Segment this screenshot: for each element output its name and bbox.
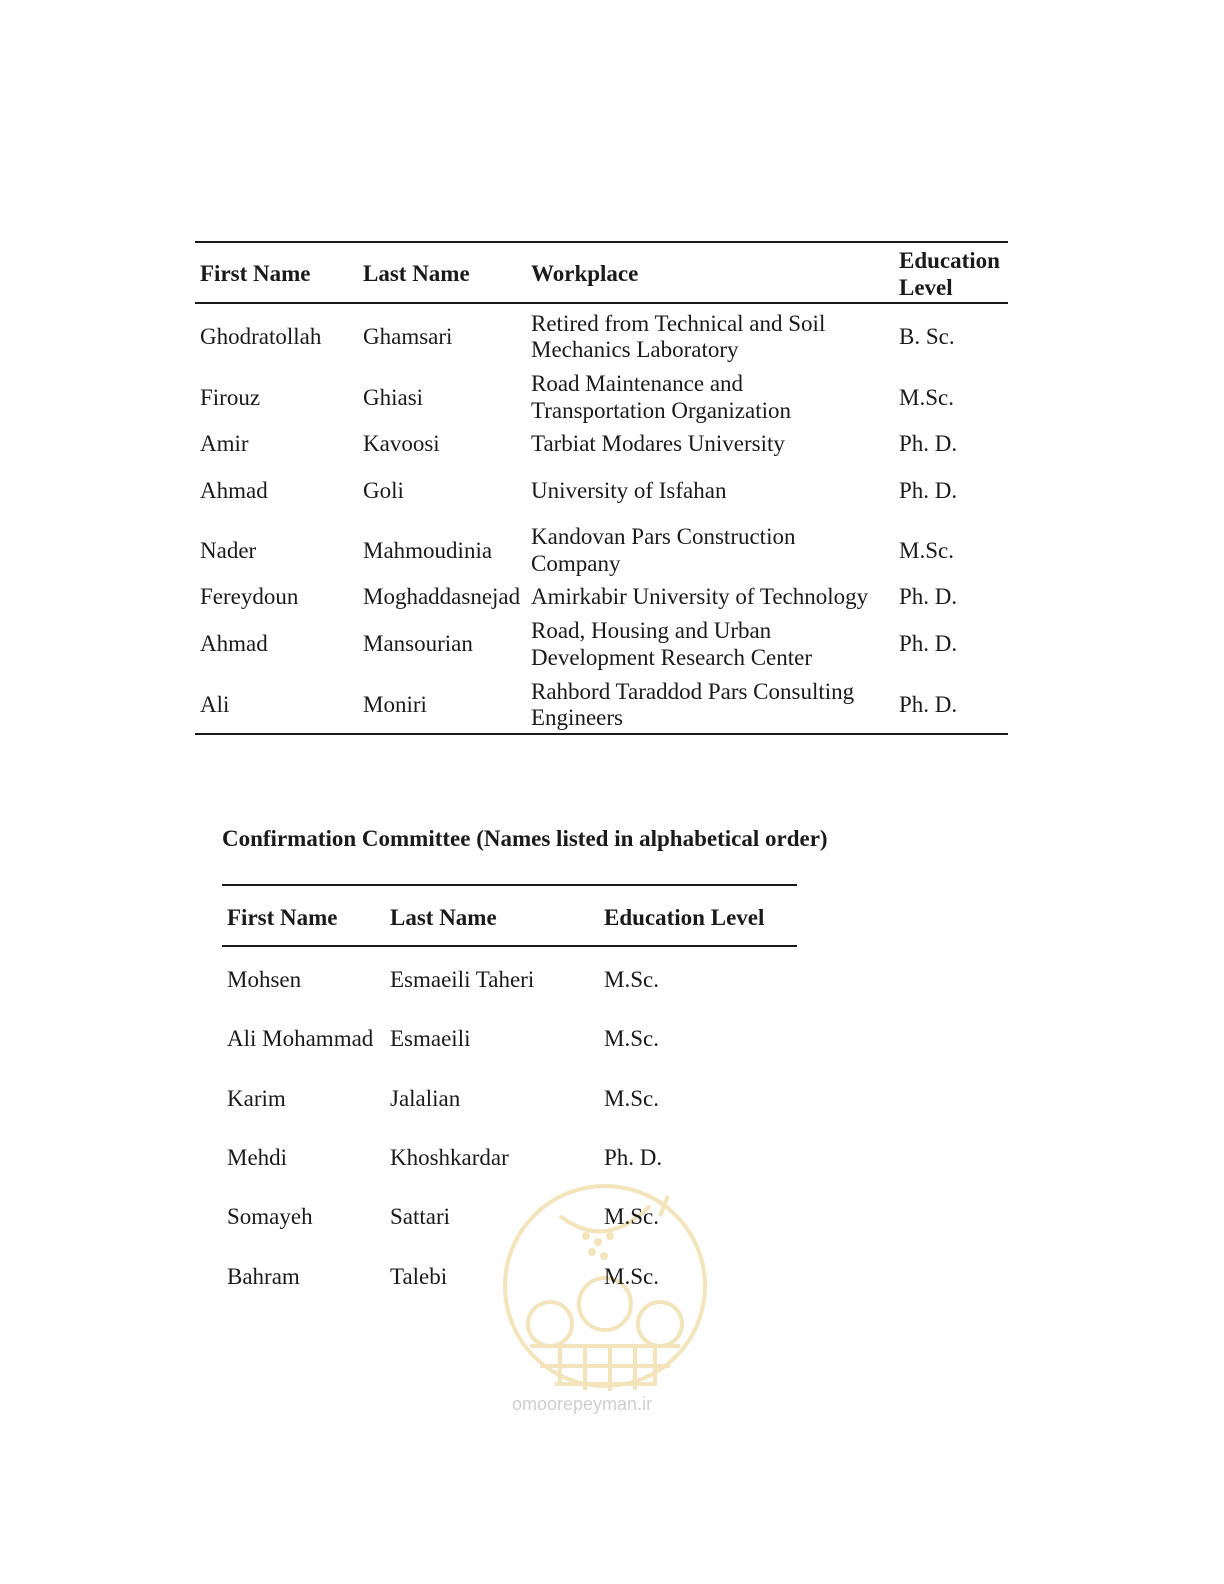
first-name: Ali Mohammad: [227, 1026, 374, 1051]
workplace: Development Research Center: [531, 645, 812, 670]
watermark-text: omoorepeyman.ir: [512, 1394, 653, 1414]
header-first-name: First Name: [227, 905, 338, 930]
header-first-name: First Name: [200, 261, 311, 286]
education-level: M.Sc.: [604, 1026, 659, 1051]
education-level: B. Sc.: [899, 324, 955, 349]
last-name: Moghaddasnejad: [363, 584, 521, 609]
education-level: M.Sc.: [604, 1264, 659, 1289]
last-name: Talebi: [390, 1264, 448, 1289]
last-name: Kavoosi: [363, 431, 440, 456]
education-level: Ph. D.: [899, 431, 958, 456]
workplace: University of Isfahan: [531, 478, 727, 503]
education-level: M.Sc.: [899, 538, 954, 563]
last-name: Ghiasi: [363, 385, 424, 410]
first-name: Bahram: [227, 1264, 300, 1289]
table1-top-rule: [195, 241, 1008, 243]
workplace: Road, Housing and Urban: [531, 618, 772, 643]
workplace: Company: [531, 551, 621, 576]
education-level: M.Sc.: [899, 385, 954, 410]
last-name: Mahmoudinia: [363, 538, 493, 563]
education-level: Ph. D.: [604, 1145, 663, 1170]
table1-header-rule: [195, 302, 1008, 304]
last-name: Jalalian: [390, 1086, 461, 1111]
first-name: Ghodratollah: [200, 324, 322, 349]
last-name: Esmaeili: [390, 1026, 471, 1051]
last-name: Esmaeili Taheri: [390, 967, 535, 992]
workplace: Retired from Technical and Soil: [531, 311, 826, 336]
last-name: Goli: [363, 478, 404, 503]
last-name: Mansourian: [363, 631, 473, 656]
last-name: Moniri: [363, 692, 427, 717]
table2-header-rule: [222, 945, 797, 947]
first-name: Ali: [200, 692, 230, 717]
header-workplace: Workplace: [531, 261, 639, 286]
education-level: Ph. D.: [899, 584, 958, 609]
first-name: Amir: [200, 431, 249, 456]
education-level: Ph. D.: [899, 478, 958, 503]
workplace: Amirkabir University of Technology: [531, 584, 869, 609]
workplace: Mechanics Laboratory: [531, 337, 739, 362]
education-level: M.Sc.: [604, 1204, 659, 1229]
education-level: M.Sc.: [604, 1086, 659, 1111]
workplace: Road Maintenance and: [531, 371, 744, 396]
first-name: Ahmad: [200, 478, 268, 503]
workplace: Transportation Organization: [531, 398, 791, 423]
workplace: Tarbiat Modares University: [531, 431, 785, 456]
header-education-line1: Education: [899, 248, 1000, 273]
header-last-name: Last Name: [363, 261, 470, 286]
first-name: Mehdi: [227, 1145, 288, 1170]
first-name: Fereydoun: [200, 584, 299, 609]
education-level: M.Sc.: [604, 967, 659, 992]
committee-heading: Confirmation Committee (Names listed in alphabetical order): [222, 826, 828, 851]
first-name: Karim: [227, 1086, 286, 1111]
last-name: Sattari: [390, 1204, 451, 1229]
first-name: Mohsen: [227, 967, 302, 992]
workplace: Kandovan Pars Construction: [531, 524, 796, 549]
last-name: Ghamsari: [363, 324, 453, 349]
first-name: Ahmad: [200, 631, 268, 656]
last-name: Khoshkardar: [390, 1145, 509, 1170]
workplace: Engineers: [531, 705, 623, 730]
header-education-level: Education Level: [604, 905, 765, 930]
first-name: Somayeh: [227, 1204, 313, 1229]
header-education-line2: Level: [899, 275, 953, 300]
workplace: Rahbord Taraddod Pars Consulting: [531, 679, 855, 704]
header-last-name: Last Name: [390, 905, 497, 930]
education-level: Ph. D.: [899, 692, 958, 717]
first-name: Nader: [200, 538, 257, 563]
first-name: Firouz: [200, 385, 261, 410]
table2-top-rule: [222, 884, 797, 886]
education-level: Ph. D.: [899, 631, 958, 656]
table1-bottom-rule: [195, 733, 1008, 735]
